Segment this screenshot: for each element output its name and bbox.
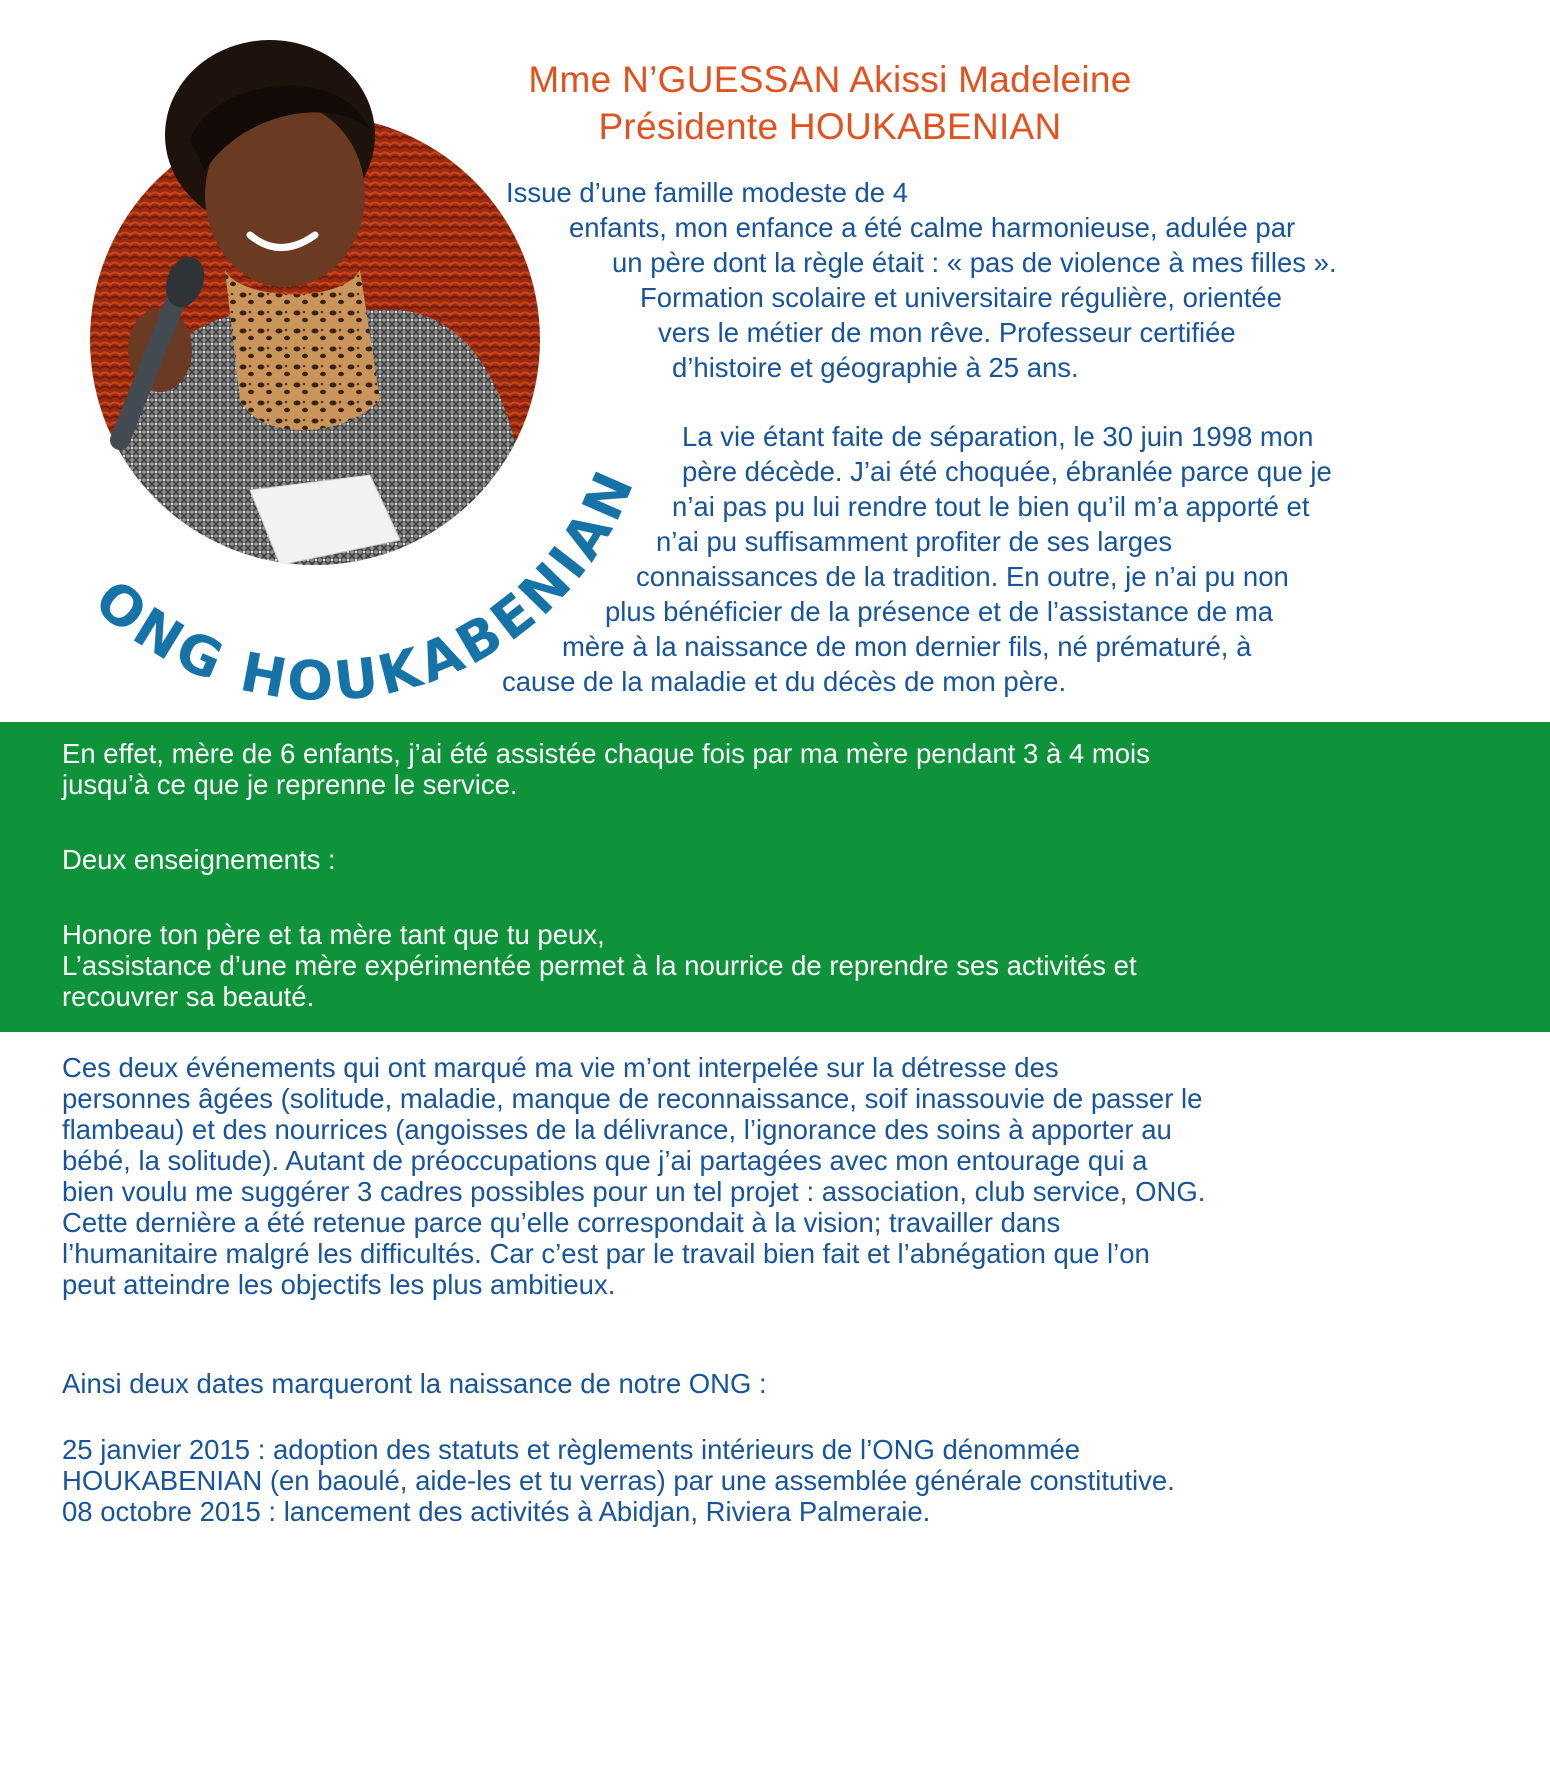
body-line: 08 octobre 2015 : lancement des activités à Abidjan, Riviera Palmeraie.	[62, 1496, 931, 1527]
intro-line: n’ai pu suffisamment profiter de ses larges	[656, 526, 1173, 557]
green-highlight-section	[0, 722, 1550, 1032]
body-line: bébé, la solitude). Autant de préoccupations que j’ai partagées avec mon entourage qui a	[62, 1145, 1148, 1176]
body-paragraph	[62, 1434, 1502, 1527]
body-line: 25 janvier 2015 : adoption des statuts et règlements intérieurs de l’ONG dénommée	[62, 1434, 1081, 1465]
body-line: l’humanitaire malgré les difficultés. Car c’est par le travail bien fait et l’abnégation que l’on	[62, 1238, 1150, 1269]
green-paragraph	[62, 919, 1502, 1012]
green-paragraph: Deux enseignements :	[62, 844, 336, 875]
intro-line: un père dont la règle était : « pas de violence à mes filles ».	[612, 247, 1337, 278]
intro-line: enfants, mon enfance a été calme harmonieuse, adulée par	[569, 212, 1296, 243]
intro-line: mère à la naissance de mon dernier fils, né prématuré, à	[562, 631, 1252, 662]
speaker-header	[400, 56, 1260, 150]
intro-line: Formation scolaire et universitaire régulière, orientée	[640, 282, 1282, 313]
intro-line: La vie étant faite de séparation, le 30 juin 1998 mon	[682, 421, 1314, 452]
speaker-role: Présidente HOUKABENIAN	[598, 106, 1062, 147]
intro-line: plus bénéficier de la présence et de l’assistance de ma	[605, 596, 1274, 627]
intro-line: Issue d’une famille modeste de 4	[506, 177, 909, 208]
body-paragraph	[62, 1052, 1502, 1300]
intro-line: n’ai pas pu lui rendre tout le bien qu’il m’a apporté et	[672, 491, 1310, 522]
intro-line: vers le métier de mon rêve. Professeur certifiée	[658, 317, 1236, 348]
intro-line: d’histoire et géographie à 25 ans.	[672, 352, 1079, 383]
intro-line: connaissances de la tradition. En outre, je n’ai pu non	[636, 561, 1289, 592]
intro-line: cause de la maladie et du décès de mon père.	[502, 666, 1067, 697]
green-line: recouvrer sa beauté.	[62, 981, 315, 1012]
speaker-name: Mme N’GUESSAN Akissi Madeleine	[528, 59, 1132, 100]
body-line: Cette dernière a été retenue parce qu’elle correspondait à la vision; travailler dans	[62, 1207, 1061, 1238]
body-paragraph: Ainsi deux dates marqueront la naissance de notre ONG :	[62, 1368, 767, 1399]
body-line: peut atteindre les objectifs les plus ambitieux.	[62, 1269, 616, 1300]
green-line: jusqu’à ce que je reprenne le service.	[62, 769, 518, 800]
green-line: En effet, mère de 6 enfants, j’ai été assistée chaque fois par ma mère pendant 3 à 4 mois	[62, 738, 1150, 769]
green-paragraph	[62, 738, 1502, 800]
intro-line: père décède. J’ai été choquée, ébranlée parce que je	[682, 456, 1332, 487]
green-line: L’assistance d’une mère expérimentée permet à la nourrice de reprendre ses activités et	[62, 950, 1137, 981]
green-line: Honore ton père et ta mère tant que tu peux,	[62, 919, 605, 950]
body-line: bien voulu me suggérer 3 cadres possibles pour un tel projet : association, club service, ONG.	[62, 1176, 1206, 1207]
body-line: Ces deux événements qui ont marqué ma vie m’ont interpelée sur la détresse des	[62, 1052, 1059, 1083]
body-line: personnes âgées (solitude, maladie, manque de reconnaissance, soif inassouvie de passer le	[62, 1083, 1203, 1114]
arc-org-name: ONG HOUKABENIAN	[82, 459, 648, 714]
body-line: flambeau) et des nourrices (angoisses de la délivrance, l’ignorance des soins à apporter au	[62, 1114, 1172, 1145]
body-line: HOUKABENIAN (en baoulé, aide-les et tu verras) par une assemblée générale constitutive.	[62, 1465, 1175, 1496]
